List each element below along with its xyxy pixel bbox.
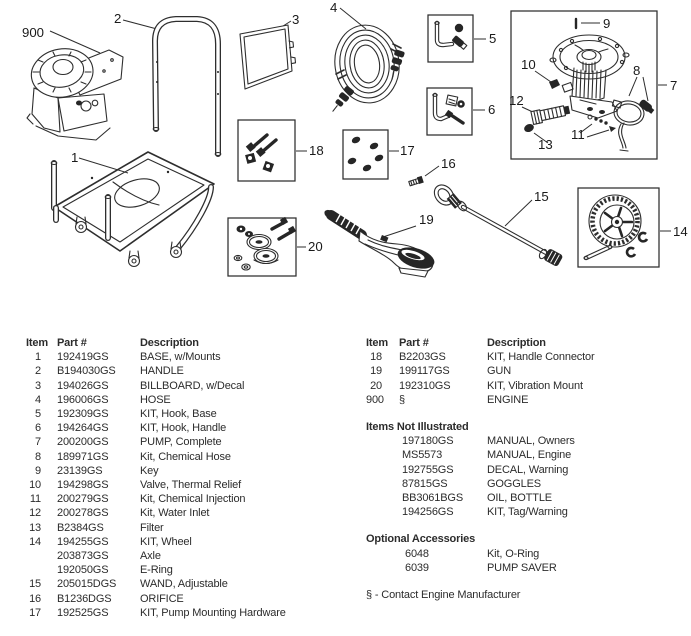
- part-cell: 189971GS: [57, 450, 109, 463]
- part-cell: 194298GS: [57, 479, 109, 492]
- desc-cell: Kit, Water Inlet: [140, 507, 210, 520]
- callout-17: 17: [400, 143, 415, 158]
- table-row: [366, 547, 686, 561]
- optional-accessories-table: [366, 547, 686, 575]
- parts-table-left: [26, 336, 346, 620]
- table-row: [26, 549, 346, 563]
- table-row: [26, 592, 346, 606]
- item-cell: 3: [35, 379, 41, 392]
- callout-12: 12: [509, 93, 524, 108]
- item-cell: 4: [35, 393, 41, 406]
- item-cell: 7: [35, 436, 41, 449]
- table-row: [26, 421, 346, 435]
- part-cell: 192419GS: [57, 351, 109, 364]
- table-row: [26, 535, 346, 549]
- callout-18: 18: [309, 143, 324, 158]
- item-header: Item: [366, 337, 389, 349]
- table-row: [26, 450, 346, 464]
- desc-cell: Axle: [140, 550, 161, 563]
- desc-cell: Key: [140, 464, 159, 477]
- table-row: [366, 448, 686, 462]
- callout-900: 900: [22, 25, 45, 40]
- table-row: [26, 379, 346, 393]
- item-cell: 15: [29, 578, 41, 591]
- callout-14: 14: [673, 224, 688, 239]
- part-cell: 200278GS: [57, 507, 109, 520]
- item-header: Item: [26, 337, 49, 349]
- desc-cell: PUMP SAVER: [487, 561, 557, 574]
- table-row: [26, 478, 346, 492]
- desc-cell: DECAL, Warning: [487, 463, 569, 476]
- callout-10: 10: [521, 57, 536, 72]
- billboard-illustration: [240, 21, 296, 89]
- item-cell: 5: [35, 408, 41, 421]
- desc-cell: KIT, Hook, Base: [140, 408, 217, 421]
- table-row: [26, 364, 346, 378]
- part-cell: 192755GS: [402, 463, 454, 476]
- desc-cell: HOSE: [140, 393, 171, 406]
- optional-accessories-title: Optional Accessories: [366, 533, 476, 546]
- table-row: [26, 506, 346, 520]
- desc-cell: Kit, Chemical Hose: [140, 450, 231, 463]
- callout-20: 20: [308, 239, 323, 254]
- part-cell: 196006GS: [57, 393, 109, 406]
- callout-2: 2: [114, 11, 122, 26]
- not-illustrated-table: [366, 434, 686, 519]
- item-cell: 16: [29, 592, 41, 605]
- pump-box-7: [511, 11, 667, 159]
- part-cell: 203873GS: [57, 550, 109, 563]
- part-cell: B2203GS: [399, 351, 446, 364]
- part-cell: B2384GS: [57, 521, 104, 534]
- part-cell: BB3061BGS: [402, 492, 464, 505]
- table-row: [26, 407, 346, 421]
- table-row: [366, 364, 686, 378]
- desc-cell: KIT, Hook, Handle: [140, 422, 227, 435]
- table-row: [26, 577, 346, 591]
- table-row: [26, 606, 346, 620]
- desc-cell: OIL, BOTTLE: [487, 492, 552, 505]
- kit-box-18: [238, 120, 307, 181]
- desc-cell: HANDLE: [140, 365, 184, 378]
- desc-header: Description: [140, 337, 199, 349]
- base-illustration: [51, 152, 214, 267]
- table-row: [366, 393, 686, 407]
- part-cell: 199117GS: [399, 365, 450, 378]
- callout-11: 11: [571, 127, 585, 142]
- part-cell: MS5573: [402, 449, 443, 462]
- callout-19: 19: [419, 212, 434, 227]
- table-row: [26, 350, 346, 364]
- item-cell: 12: [29, 507, 41, 520]
- desc-cell: BILLBOARD, w/Decal: [140, 379, 245, 392]
- part-cell: 6039: [405, 561, 429, 574]
- item-cell: 20: [370, 379, 382, 392]
- part-cell: 197180GS: [402, 435, 454, 448]
- part-cell: 87815GS: [402, 477, 448, 490]
- table-row: [366, 561, 686, 575]
- item-cell: 2: [35, 365, 41, 378]
- item-cell: 8: [35, 450, 41, 463]
- callout-4: 4: [330, 0, 338, 15]
- desc-cell: MANUAL, Owners: [487, 435, 575, 448]
- part-header: Part #: [57, 337, 87, 349]
- desc-cell: Kit, O-Ring: [487, 547, 540, 560]
- table-row: [26, 393, 346, 407]
- orifice-illustration: [408, 166, 439, 187]
- wheel-box-14: [578, 188, 671, 267]
- part-cell: 194255GS: [57, 535, 109, 548]
- item-cell: 10: [29, 479, 41, 492]
- desc-cell: GOGGLES: [487, 477, 541, 490]
- table-row: [26, 464, 346, 478]
- item-cell: 19: [370, 365, 382, 378]
- kit-box-20: [228, 217, 306, 276]
- table-row: [366, 379, 686, 393]
- table-header-row: [26, 336, 346, 350]
- not-illustrated-title: Items Not Illustrated: [366, 421, 469, 434]
- callout-3: 3: [292, 12, 300, 27]
- part-cell: 194026GS: [57, 379, 109, 392]
- desc-cell: KIT, Vibration Mount: [487, 379, 583, 392]
- table-row: [26, 492, 346, 506]
- desc-cell: KIT, Handle Connector: [487, 351, 595, 364]
- callout-16: 16: [441, 156, 456, 171]
- table-row: [26, 563, 346, 577]
- item-cell: 1: [35, 351, 41, 364]
- item-cell: 900: [366, 393, 384, 406]
- item-cell: 13: [29, 521, 41, 534]
- parts-table-right: [366, 336, 686, 407]
- part-header: Part #: [399, 337, 429, 349]
- desc-cell: KIT, Wheel: [140, 535, 192, 548]
- desc-cell: GUN: [487, 365, 511, 378]
- hose-fitting: [329, 85, 355, 114]
- kit-box-6: [427, 88, 485, 135]
- desc-cell: Kit, Chemical Injection: [140, 493, 246, 506]
- desc-cell: ORIFICE: [140, 592, 184, 605]
- item-cell: [26, 563, 41, 577]
- part-cell: 192310GS: [399, 379, 451, 392]
- part-cell: 200200GS: [57, 436, 109, 449]
- item-cell: [26, 549, 41, 563]
- desc-cell: ENGINE: [487, 393, 529, 406]
- desc-cell: Filter: [140, 521, 164, 534]
- part-cell: 6048: [405, 547, 429, 560]
- part-cell: 200279GS: [57, 493, 109, 506]
- hose-illustration: [329, 8, 405, 114]
- table-row: [366, 505, 686, 519]
- engine-illustration: [27, 31, 123, 140]
- item-cell: 6: [35, 422, 41, 435]
- callout-7: 7: [670, 78, 678, 93]
- part-cell: 205015DGS: [57, 578, 117, 591]
- desc-cell: Valve, Thermal Relief: [140, 479, 241, 492]
- desc-cell: E-Ring: [140, 564, 173, 577]
- callout-8: 8: [633, 63, 641, 78]
- engine-footnote: § - Contact Engine Manufacturer: [366, 589, 521, 602]
- desc-cell: KIT, Tag/Warning: [487, 506, 568, 519]
- table-row: [366, 463, 686, 477]
- table-row: [366, 491, 686, 505]
- item-cell: 18: [370, 351, 382, 364]
- desc-cell: BASE, w/Mounts: [140, 351, 221, 364]
- table-row: [366, 477, 686, 491]
- handle-illustration: [123, 19, 221, 156]
- part-cell: 192050GS: [57, 564, 109, 577]
- kit-box-5: [428, 15, 486, 62]
- callout-15: 15: [534, 189, 549, 204]
- item-cell: 9: [35, 464, 41, 477]
- part-cell: 194256GS: [402, 506, 454, 519]
- callout-6: 6: [488, 102, 496, 117]
- parts-table-right-column: [366, 336, 691, 602]
- table-header-row: [366, 336, 686, 350]
- item-cell: 14: [29, 535, 41, 548]
- desc-cell: WAND, Adjustable: [140, 578, 228, 591]
- table-row: [366, 350, 686, 364]
- part-cell: B1236DGS: [57, 592, 112, 605]
- callout-5: 5: [489, 31, 497, 46]
- desc-header: Description: [487, 337, 546, 349]
- callout-9: 9: [603, 16, 611, 31]
- desc-cell: KIT, Pump Mounting Hardware: [140, 606, 286, 619]
- part-cell: 192525GS: [57, 606, 109, 619]
- part-cell: 23139GS: [57, 464, 103, 477]
- desc-cell: PUMP, Complete: [140, 436, 222, 449]
- part-cell: B194030GS: [57, 365, 116, 378]
- part-cell: §: [399, 393, 405, 406]
- item-cell: 17: [29, 606, 41, 619]
- desc-cell: MANUAL, Engine: [487, 449, 572, 462]
- table-row: [366, 434, 686, 448]
- callout-13: 13: [538, 137, 553, 152]
- callout-1: 1: [71, 150, 79, 165]
- part-cell: 192309GS: [57, 408, 109, 421]
- kit-box-17: [343, 130, 399, 179]
- table-row: [26, 435, 346, 449]
- table-row: [26, 521, 346, 535]
- part-cell: 194264GS: [57, 422, 109, 435]
- item-cell: 11: [29, 493, 41, 506]
